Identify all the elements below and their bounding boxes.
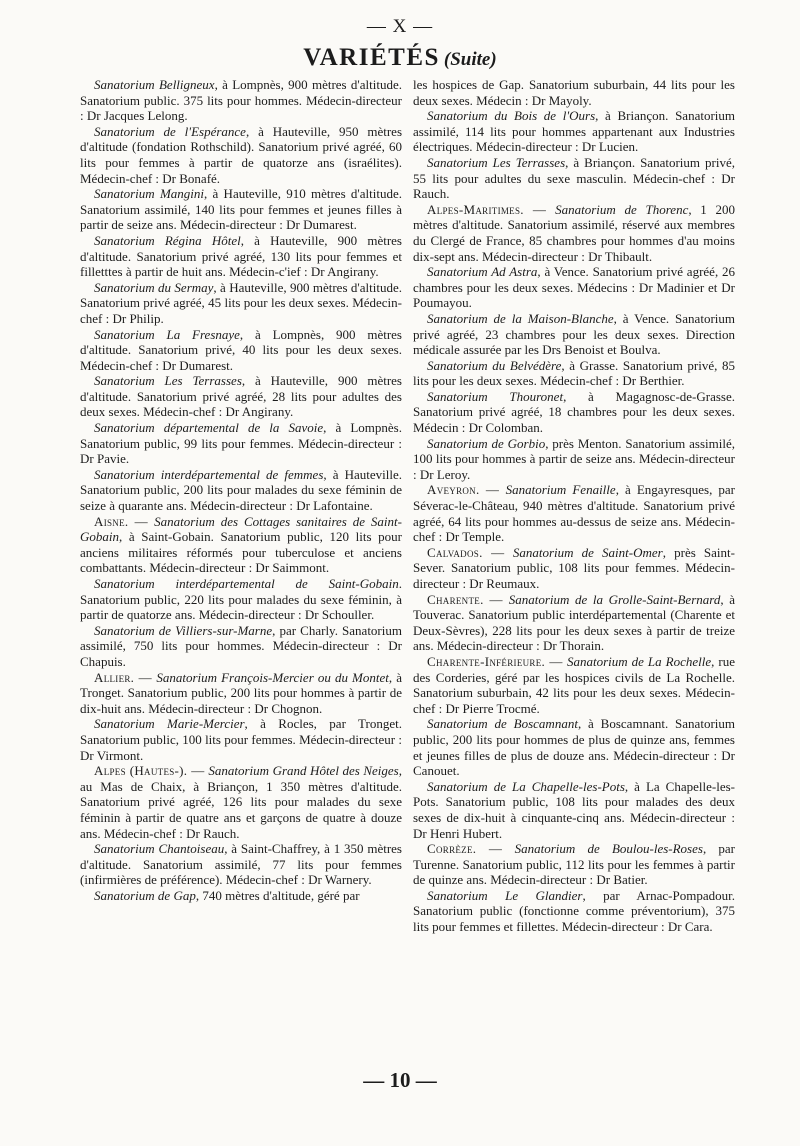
sanatorium-name: Sanatorium du Belvédère xyxy=(427,357,562,373)
sanatorium-name: Sanatorium François-Mercier ou du Montet xyxy=(156,669,389,685)
sanatorium-name: Sanatorium Belligneux xyxy=(94,77,215,92)
sanatorium-entry xyxy=(413,77,735,108)
sanatorium-entry xyxy=(413,654,735,716)
section-roman-numeral: — X — xyxy=(366,16,434,37)
sanatorium-name: Sanatorium Fenaille xyxy=(505,482,616,498)
sanatorium-entry xyxy=(413,358,735,389)
entry-text: , à Hauteville, 900 mètres d'altitude. Sanatorium privé agréé, 45 lits pour les deux sexes. Médecin-chef : Dr Philip. xyxy=(80,279,402,326)
entry-text: , à Lompnès, 900 mètres d'altitude. Sanatorium public. 375 lits pour hommes. Médecin-directeur : Dr Jacques Lelong. xyxy=(80,77,402,124)
entry-text: , à Hauteville, 900 mètres d'altitude. Sanatorium privé agréé, 130 lits pour femmes et filletttes à partir de huit ans. Médecin-c'ief : Dr Angirany. xyxy=(80,232,402,280)
entry-text: , à Briançon. Sanatorium assimilé, 114 lits pour hommes appartenant aux Industries électriques. Médecin-directeur : Dr Lucien. xyxy=(413,108,736,155)
sanatorium-name: Sanatorium du Sermay xyxy=(94,279,214,295)
sanatorium-name: Sanatorium de Gap xyxy=(94,887,196,903)
department-label: Alpes-Maritimes. — xyxy=(427,201,556,217)
entry-text: , à Vence. Sanatorium privé agréé, 23 chambres pour les deux sexes. Direction médicale assurée par les Drs Benoist et Boulva. xyxy=(413,310,735,358)
sanatorium-entry xyxy=(413,841,735,888)
sanatorium-entry xyxy=(80,77,402,124)
entry-text: , près Saint-Sever. Sanatorium public, 108 lits pour femmes. Médecin-directeur : Dr Reumaux. xyxy=(413,544,735,591)
sanatorium-entry xyxy=(80,763,402,841)
entry-text: , à Saint-Gobain. Sanatorium public, 120 lits pour anciens militaires réformés pour tuberculose et anciens combattants. Médecin-directeur : Dr Saimmont. xyxy=(80,529,402,576)
sanatorium-name: Sanatorium Chantoiseau xyxy=(94,841,225,857)
sanatorium-entry xyxy=(413,155,735,202)
entry-text: , à Vence. Sanatorium privé agréé, 26 chambres pour les deux sexes. Médecins : Dr Madinier et Dr Poumayou. xyxy=(413,264,735,311)
sanatorium-entry xyxy=(413,482,735,544)
entry-text: , à Hauteville, 900 mètres d'altitude. Sanatorium privé agréé, 28 lits pour adultes des deux sexes. Médecin-chef : Dr Angirany. xyxy=(80,373,402,420)
department-label: Calvados. — xyxy=(427,544,513,560)
entry-text: , à Saint-Chaffrey, à 1 350 mètres d'altitude. Sanatorium assimilé, 77 lits pour femmes (infirmières de préférence). Médecin-chef : Dr Warnery. xyxy=(80,841,402,888)
entry-text: , rue des Corderies, géré par les hospices civils de La Rochelle. Sanatorium suburbain, 42 lits pour les deux sexes. Médecin-chef : Dr Pierre Trocmé. xyxy=(413,653,735,716)
department-label: Alpes (Hautes-). — xyxy=(94,763,209,779)
entry-text: . Sanatorium public, 220 lits pour malades du sexe féminin, à partir de quatorze ans. Médecin-directeur : Dr Schouller. xyxy=(80,576,402,623)
entry-text: , par Charly. Sanatorium assimilé, 750 lits pour hommes. Médecin-directeur : Dr Chapuis. xyxy=(80,622,402,669)
page-heading xyxy=(0,44,800,72)
entry-text: , à Boscamnant. Sanatorium public, 200 lits pour hommes de plus de quinze ans, femmes et jeunes filles de plus de douze ans. Médecin-directeur : Dr Canouet. xyxy=(413,716,735,779)
sanatorium-name: Sanatorium Les Terrasses xyxy=(94,373,242,389)
sanatorium-entry xyxy=(80,420,402,467)
entry-text: , près Menton. Sanatorium assimilé, 100 lits pour hommes à partir de seize ans. Médecin-directeur : Dr Leroy. xyxy=(413,435,735,482)
sanatorium-entry xyxy=(413,311,735,358)
sanatorium-entry xyxy=(413,202,735,264)
sanatorium-entry xyxy=(80,576,402,623)
sanatorium-entry xyxy=(80,186,402,233)
sanatorium-entry xyxy=(80,373,402,420)
entry-text: , par Turenne. Sanatorium public, 112 lits pour les femmes à partir de quinze ans. Médecin-directeur : Dr Batier. xyxy=(413,841,735,888)
sanatorium-name: Sanatorium de La Rochelle xyxy=(566,653,712,669)
sanatorium-name: Sanatorium Grand Hôtel des Neiges xyxy=(208,763,399,779)
heading-title: VARIÉTÉS xyxy=(303,44,440,71)
sanatorium-entry xyxy=(80,670,402,717)
sanatorium-name: Sanatorium de Boulou-les-Roses xyxy=(514,841,703,857)
entry-text: , à Grasse. Sanatorium privé, 85 lits pour les deux sexes. Médecin-chef : Dr Berthier. xyxy=(413,357,736,389)
sanatorium-entry xyxy=(413,888,735,935)
department-label: Allier. — xyxy=(94,669,157,685)
sanatorium-name: Sanatorium interdépartemental de femmes xyxy=(94,466,324,482)
sanatorium-name: Sanatorium La Fresnaye xyxy=(94,326,240,342)
sanatorium-entry xyxy=(413,716,735,778)
entry-text: , à Briançon. Sanatorium privé, 55 lits pour adultes du sexe masculin. Médecin-chef : Dr Rauch. xyxy=(413,154,735,202)
department-label: Charente. — xyxy=(427,591,509,607)
sanatorium-entry xyxy=(413,436,735,483)
page-number: — 10 — xyxy=(363,1068,437,1092)
entry-text: , 740 mètres d'altitude, géré par xyxy=(195,887,360,903)
sanatorium-entry xyxy=(80,716,402,763)
entry-text: , à La Chapelle-les-Pots. Sanatorium public, 108 lits pour malades des deux sexes de dix-huit à cinquante-cinq ans. Médecin-directeur : Dr Henri Hubert. xyxy=(413,778,735,841)
sanatorium-entry xyxy=(413,545,735,592)
department-label: Corrèze. — xyxy=(427,841,515,857)
sanatorium-name: Sanatorium de Thorenc xyxy=(555,201,689,217)
sanatorium-name: Sanatorium Mangini xyxy=(94,186,204,202)
sanatorium-entry xyxy=(413,779,735,841)
entry-text: , à Touverac. Sanatorium public interdépartemental (Charente et Deux-Sèvres), 228 lits pour les deux sexes à partir de treize ans. Médecin-directeur : Dr Thorain. xyxy=(413,591,735,654)
sanatorium-name: Sanatorium du Bois de l'Ours xyxy=(427,108,596,124)
sanatorium-entry xyxy=(80,124,402,186)
sanatorium-name: Sanatorium Marie-Mercier xyxy=(94,716,245,732)
sanatorium-entry xyxy=(80,233,402,280)
sanatorium-name: Sanatorium de la Maison-Blanche xyxy=(427,310,614,326)
entry-text: , à Lompnès, 900 mètres d'altitude. Sanatorium privé, 40 lits pour les deux sexes. Médecin-chef : Dr Dumarest. xyxy=(80,326,402,373)
sanatorium-entry xyxy=(413,108,735,155)
sanatorium-entry xyxy=(413,389,735,436)
sanatorium-entry xyxy=(80,514,402,576)
entry-text: , à Hauteville, 950 mètres d'altitude (fondation Rothschild). Sanatorium privé agréé, 60 lits pour femmes à partir de quatorze ans (israélites). Médecin-chef : Dr Bonafé. xyxy=(80,123,402,186)
sanatorium-name: Sanatorium départemental de la Savoie xyxy=(94,420,324,436)
sanatorium-name: Sanatorium Les Terrasses xyxy=(427,154,566,170)
department-label: Aveyron. — xyxy=(427,482,506,498)
sanatorium-entry xyxy=(413,592,735,654)
department-label: Charente-Inférieure. — xyxy=(427,653,567,669)
left-column xyxy=(80,77,402,903)
sanatorium-name: Sanatorium Régina Hôtel xyxy=(94,232,241,248)
sanatorium-name: Sanatorium Ad Astra xyxy=(427,264,538,280)
entry-text: , à Hauteville. Sanatorium public, 200 lits pour malades du sexe féminin de seize à quarante ans. Médecin-directeur : Dr Lafontaine. xyxy=(80,466,402,514)
entry-text: , par Arnac-Pompadour. Sanatorium public (fonctionne comme préventorium), 375 lits pour femmes et fillettes. Médecin-directeur : Dr Cara. xyxy=(413,887,735,935)
sanatorium-name: Sanatorium de Villiers-sur-Marne xyxy=(94,622,273,638)
sanatorium-name: Sanatorium de La Chapelle-les-Pots xyxy=(427,778,625,794)
sanatorium-entry xyxy=(413,264,735,311)
sanatorium-name: Sanatorium des Cottages sanitaires de Saint-Gobain xyxy=(80,513,402,545)
sanatorium-name: Sanatorium de l'Espérance xyxy=(94,123,246,139)
entry-text: , à Rocles, par Tronget. Sanatorium public, 100 lits pour femmes. Médecin-directeur : Dr Virmont. xyxy=(80,716,402,763)
entry-text: , à Engayresques, par Séverac-le-Château, 940 mètres d'altitude. Sanatorium privé agréé, 64 lits pour hommes au-dessus de seize ans. Médecin-chef : Dr Temple. xyxy=(413,482,735,545)
sanatorium-name: Sanatorium Le Glandier xyxy=(427,887,583,903)
right-column xyxy=(413,77,735,935)
entry-text: , 1 200 mètres d'altitude. Sanatorium assimilé, réservé aux membres du Clergé de France, 85 chambres pour hommes d'au moins dix-sept ans. Médecin-directeur : Dr Thibault. xyxy=(413,201,735,264)
entry-text: , à Tronget. Sanatorium public, 200 lits pour hommes à partir de dix-huit ans. Médecin-directeur : Dr Chognon. xyxy=(80,669,402,716)
heading-suite: (Suite) xyxy=(443,49,497,70)
entry-text: , à Hauteville, 910 mètres d'altitude. Sanatorium assimilé, 140 lits pour femmes et jeunes filles à partir de seize ans. Médecin-directeur : Dr Dumarest. xyxy=(80,186,402,233)
entry-text: , au Mas de Chaix, à Briançon, 1 350 mètres d'altitude. Sanatorium privé agréé, 126 lits pour malades du sexe féminin à partir de quatre ans et garçons de quatre à douze ans. Médecin-chef : Dr Rauch. xyxy=(80,763,402,841)
entry-text: les hospices de Gap. Sanatorium suburbain, 44 lits pour les deux sexes. Médecin : Dr Mayoly. xyxy=(413,77,735,108)
sanatorium-name: Sanatorium de Gorbio xyxy=(427,435,546,451)
entry-text: , à Lompnès. Sanatorium public, 99 lits pour femmes. Médecin-directeur : Dr Pavie. xyxy=(80,420,402,467)
sanatorium-entry xyxy=(80,280,402,327)
sanatorium-entry xyxy=(80,888,402,904)
sanatorium-entry xyxy=(80,841,402,888)
sanatorium-name: Sanatorium interdépartemental de Saint-Gobain xyxy=(94,576,399,591)
sanatorium-entry xyxy=(80,467,402,514)
sanatorium-name: Sanatorium de Saint-Omer xyxy=(512,544,663,560)
sanatorium-name: Sanatorium Thouronet xyxy=(427,388,564,404)
entry-text: , à Magagnosc-de-Grasse. Sanatorium privé agréé, 18 chambres pour les deux sexes. Médecin : Dr Colomban. xyxy=(413,388,735,436)
sanatorium-entry xyxy=(80,327,402,374)
sanatorium-name: Sanatorium de la Grolle-Saint-Bernard xyxy=(508,591,721,607)
sanatorium-name: Sanatorium de Boscamnant xyxy=(427,716,578,732)
department-label: Aisne. — xyxy=(94,513,155,529)
sanatorium-entry xyxy=(80,623,402,670)
